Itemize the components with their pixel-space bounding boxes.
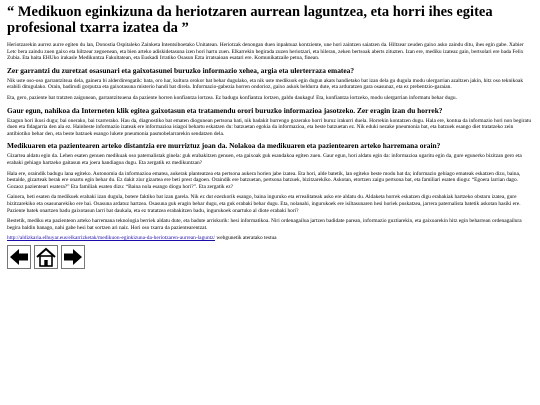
section-paragraph: Hala ere, oraindik badugu lana egiteko. Autonomia da informazioa ematea, aukerak planteatzea eta pertsona aukera horien jabe izatea. Eta hori, alde batetik, lan egiteko beste modu bat da; informazio gehiago emateak eskatzen dizu, baina, bestalde, gizarteak berak ere onartu egin behar du. Ez dakit ziur gizartea ere beti prest dagoen. Oraindik ere batzuetan, pertsona batzuek, bizitzarekiko. Askotan, etortzen zaigu pertsona bat, eta familiari esaten diogu: “Egoera larrian dago. Gozaoz pazienteari esatera?” Eta familiak esaten dizu: “Baina nola esango diogu hori?”. Eta zergatik ez?: [7, 170, 521, 190]
source-line: [7, 235, 532, 242]
section-paragraph: Bestetik, mediku eta pazienteon arteko harremana teknologia berriek aldatu dute, eta badute arriskurik: hesi informatikoa. Niri ordenagailua jartzen badidate parean, informazio guztiarekin, eta gaixoarekin hitz egin beharrean ordenagailura begira baldin banago, nahi gabe hesi bat sortzen ari naiz. Hori oso txarra da pazientearentzat.: [7, 218, 522, 231]
section-heading: Zer garrantzi du zuretzat osasunari eta gaixotasunei buruzko informazio xehea, argia eta ulerterraza ematea?: [7, 65, 355, 75]
arrow-right-icon: [63, 248, 83, 266]
navigation-bar: [7, 245, 532, 269]
home-icon: [36, 247, 56, 267]
section-paragraph: Gainera, beti esaten da medikuek erabaki izan dugula, botere faktiko bat izan garela. Nik ez dut ezezkorik esango, baina inguruko eta errealitateak asko ere aldatu du. Aldaketa horrek eskatzen digu erabakiak hartzeko obstaru izatea, gure bizitzarekiko eta osasunarekiko ere bai. Osasuna ardatuz hartzea. Osasuna guk eragin behar dugu, eta guk erabaki behar dugu. Eta, nolanahi, ingurukoek ere isiltasunaren hesi horiek puskatzea, jarrera paternalista batetik askotan hasiki ere. Paziente batek onartzen badu gaixotasun larri bat daukala, eta ez tratatzea erabakitzen badu, ingurukoek onartuko al diote erabaki hori?: [7, 194, 521, 214]
section-paragraph: Eta, gero, paziente bat tratzten zaigunean, garrantzitsuena da paziente horren konfiantza lortzea. Ez badugu konfiantza lortzen, galdu daukagu! Eta, konfiantza lortzeko, modu ulergarrian informatu behar dugu.: [7, 94, 457, 101]
section-heading: Medikuaren eta pazientearen arteko distantzia ere murriztuz joan da. Nolakoa da medikuaren eta pazientearen arteko harremana orain?: [7, 141, 441, 151]
section-paragraph: Ezagun hori ikusi dugu; bai onerako, bai txarrerako. Hau da, diagnostiko bat ematen diogunean pertsona bati, nik badakit hurrengo gozerako horri buruz irakurri duela. Horrekin kontatzen dugu. Hala ere, kontua da informazio hori non begiratu duen eta fidagarria den ala ez. Hainbeste informazio izateak ere informazioa isiagoi behartu eskatzen du: batzuetan egokia da informazioa, eta beste batzuetan ez. Nik eduki nezake pneumonia bat, eta batzuek esango diet tratatzeko zein antibiotiko behar den, eta beste batzuek esango lukete pneumonia pasmobelarrarekin sendatzen dela.: [7, 117, 532, 137]
back-button[interactable]: [7, 245, 31, 269]
section-paragraph: Nik uste oso-oso garrantzitsua dela, gainera bi alderdirengatik: bata, oro har, kultura orokor bat behar dugulako, eta nik uste medikuok egin dugun akats handietako bat izan dela gu dugula modu ulergarrian azaltzen jakin, hitz oso teknikoak erabili ditugulako. Orain, badirudi gorputza eta gaixotasuna misterio handi bat direla. Informazio-gabezia horren ondorioz, gaixo askok beldurra dute, eta arduratzen gara osasunaz, eta ez prebentzio-garaian.: [7, 77, 524, 91]
home-button[interactable]: [34, 245, 58, 269]
forward-button[interactable]: [61, 245, 85, 269]
page-title: “ Medikuon eginkizuna da heriotzaren aurrean laguntzea, eta horri ihes egitea profesional txarra izatea da ”: [7, 4, 493, 36]
arrow-left-icon: [9, 248, 29, 266]
intro-paragraph: Heriotzarekin aurrez aurre egiten du lan, Donostia Ospitaleko Zainketa Intentsiboetako Unitatean. Heriotzak denongan duen inpaktuaz kontziente, une hori zaintzen saiatzen da. Hiltzear zeuden gaixo asko zaindu ditu, ihes egin gabe. Xabier Letc bera zaindu zuen gaixo eta hiltzear zegoenean, eta bien arteko adiskidetasuna izen hori hartu zuen. Elkarrekin begirada zuzen heriotzari, eta hileran, zeken bertsoak aberts zituzten. Izan ere, mediku izateaz gain, bertsolari ere bada Felix Zubia. Eta baita EHUko irakasle Medikuntza Fakultatean, eta Euskadi Irratiko Osasun Ezta irratsaioan esatari ere. Komunikatzaile petoa, finean.: [7, 42, 524, 62]
source-suffix: webgunetik ateratako testua: [215, 235, 277, 242]
section-paragraph: Gizartea aldatu egin da. Lehen esaten genuen medikuak oso paternalistak ginela: guk erabakitzen genuen, eta gaixoak guk esandakoa egiten zuen. Gaur egun, hori aldatu egin da: informazioa ugaritu egin da, gure egunerko bizitzan gero eta erabaki gehiago hartzeko gaitasun eta joera handiagoa dugu. Eta zergatik ez medikuntzan?: [7, 153, 522, 166]
source-link[interactable]: http://aldizkaria.elhuyar.eus/elkarrizketak/medikuon-eginkizuna-da-heriotzaren-aurrean-laguntz/: [7, 235, 216, 242]
section-heading: Gaur egun, nahikoa da Interneten klik egitea gaixotasun eta tratamendu orori buruzko informazioa jasotzeko. Zer eragin izan du horrek?: [7, 105, 443, 115]
